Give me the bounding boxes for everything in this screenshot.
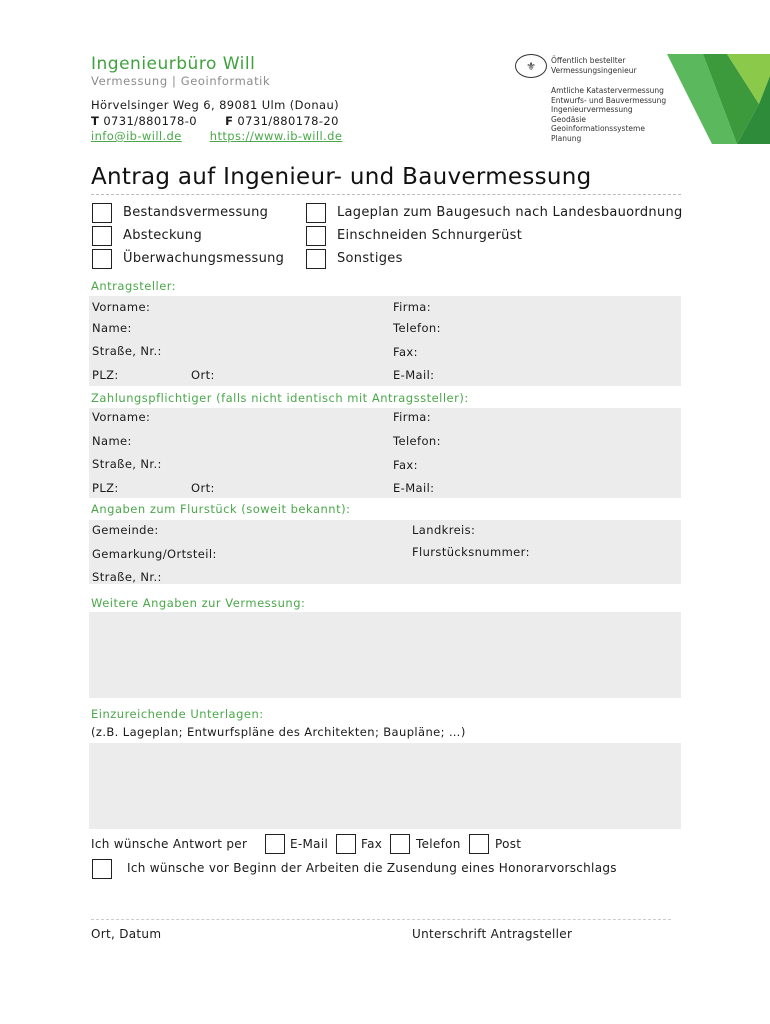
section-documents-heading: Einzureichende Unterlagen: [91, 707, 264, 721]
fax-prefix: F [225, 114, 234, 128]
applicant-ort-label: Ort: [191, 368, 215, 382]
reply-email-label: E-Mail [290, 837, 329, 851]
applicant-email-label: E-Mail: [393, 368, 435, 382]
payer-strasse-label: Straße, Nr.: [92, 457, 162, 471]
checkbox-bestandsvermessung[interactable] [92, 203, 112, 223]
reply-fax-label: Fax [361, 837, 383, 851]
parcel-gemarkung-label: Gemarkung/Ortsteil: [92, 547, 217, 561]
applicant-plz-label: PLZ: [92, 368, 119, 382]
label-lageplan: Lageplan zum Baugesuch nach Landesbauordnung [337, 205, 683, 220]
documents-hint: (z.B. Lageplan; Entwurfspläne des Architekten; Baupläne; …) [91, 725, 466, 739]
label-schnurgeruest: Einschneiden Schnurgerüst [337, 228, 523, 243]
state-seal-icon: ⚜ [515, 54, 547, 78]
applicant-telefon-label: Telefon: [393, 321, 441, 335]
email-link[interactable]: info@ib-will.de [91, 129, 182, 143]
website-link[interactable]: https://www.ib-will.de [209, 129, 343, 143]
checkbox-fee-proposal[interactable] [92, 859, 112, 879]
company-subtitle: Vermessung | Geoinformatik [91, 74, 271, 88]
checkbox-schnurgeruest[interactable] [306, 226, 326, 246]
company-name: Ingenieurbüro Will [91, 54, 256, 74]
reply-post-label: Post [495, 837, 522, 851]
form-title: Antrag auf Ingenieur- und Bauvermessung [91, 164, 592, 190]
applicant-vorname-label: Vorname: [92, 300, 151, 314]
company-contact-links [91, 129, 342, 143]
company-logo [667, 54, 770, 144]
seal-text: Öffentlich bestellter Vermessungsingenieur [551, 56, 637, 75]
label-bestandsvermessung: Bestandsvermessung [123, 205, 269, 220]
payer-firma-label: Firma: [393, 410, 432, 424]
applicant-strasse-label: Straße, Nr.: [92, 344, 162, 358]
label-ueberwachungsmessung: Überwachungsmessung [123, 251, 285, 266]
label-sonstiges: Sonstiges [337, 251, 403, 266]
place-date-label: Ort, Datum [91, 927, 162, 941]
section-applicant-heading: Antragsteller: [91, 279, 177, 293]
checkbox-reply-post[interactable] [469, 834, 489, 854]
checkbox-reply-fax[interactable] [336, 834, 356, 854]
reply-label: Ich wünsche Antwort per [91, 837, 248, 851]
title-underline [91, 194, 681, 195]
applicant-firma-label: Firma: [393, 300, 432, 314]
further-details-textarea[interactable] [89, 612, 681, 698]
company-phone-line [91, 114, 339, 128]
section-parcel-heading: Angaben zum Flurstück (soweit bekannt): [91, 502, 351, 516]
checkbox-lageplan[interactable] [306, 203, 326, 223]
parcel-strasse-label: Straße, Nr.: [92, 570, 162, 584]
payer-vorname-label: Vorname: [92, 410, 151, 424]
services-list: Amtliche Katastervermessung Entwurfs- und Bauvermessung Ingenieurvermessung Geodäsie Geoinformationssysteme Planung [551, 86, 667, 143]
phone-number: 0731/880178-0 [103, 114, 198, 128]
phone-prefix: T [91, 114, 100, 128]
checkbox-reply-telefon[interactable] [390, 834, 410, 854]
payer-fields[interactable] [89, 408, 681, 498]
checkbox-absteckung[interactable] [92, 226, 112, 246]
section-further-heading: Weitere Angaben zur Vermessung: [91, 596, 306, 610]
payer-fax-label: Fax: [393, 458, 418, 472]
company-address: Hörvelsinger Weg 6, 89081 Ulm (Donau) [91, 98, 340, 112]
signature-label: Unterschrift Antragsteller [412, 927, 573, 941]
section-payer-heading: Zahlungspflichtiger (falls nicht identisch mit Antragssteller): [91, 391, 469, 405]
applicant-fields[interactable] [89, 296, 681, 386]
reply-telefon-label: Telefon [416, 837, 461, 851]
checkbox-reply-email[interactable] [265, 834, 285, 854]
fee-proposal-label: Ich wünsche vor Beginn der Arbeiten die Zusendung eines Honorarvorschlags [127, 861, 617, 875]
payer-telefon-label: Telefon: [393, 434, 441, 448]
payer-plz-label: PLZ: [92, 481, 119, 495]
applicant-fax-label: Fax: [393, 345, 418, 359]
payer-ort-label: Ort: [191, 481, 215, 495]
checkbox-ueberwachungsmessung[interactable] [92, 249, 112, 269]
signature-line [91, 919, 671, 920]
parcel-flurstueck-label: Flurstücksnummer: [412, 545, 530, 559]
checkbox-sonstiges[interactable] [306, 249, 326, 269]
parcel-landkreis-label: Landkreis: [412, 523, 476, 537]
payer-email-label: E-Mail: [393, 481, 435, 495]
parcel-gemeinde-label: Gemeinde: [92, 523, 159, 537]
payer-name-label: Name: [92, 434, 132, 448]
documents-textarea[interactable] [89, 743, 681, 829]
fax-number: 0731/880178-20 [237, 114, 339, 128]
applicant-name-label: Name: [92, 321, 132, 335]
label-absteckung: Absteckung [123, 228, 203, 243]
